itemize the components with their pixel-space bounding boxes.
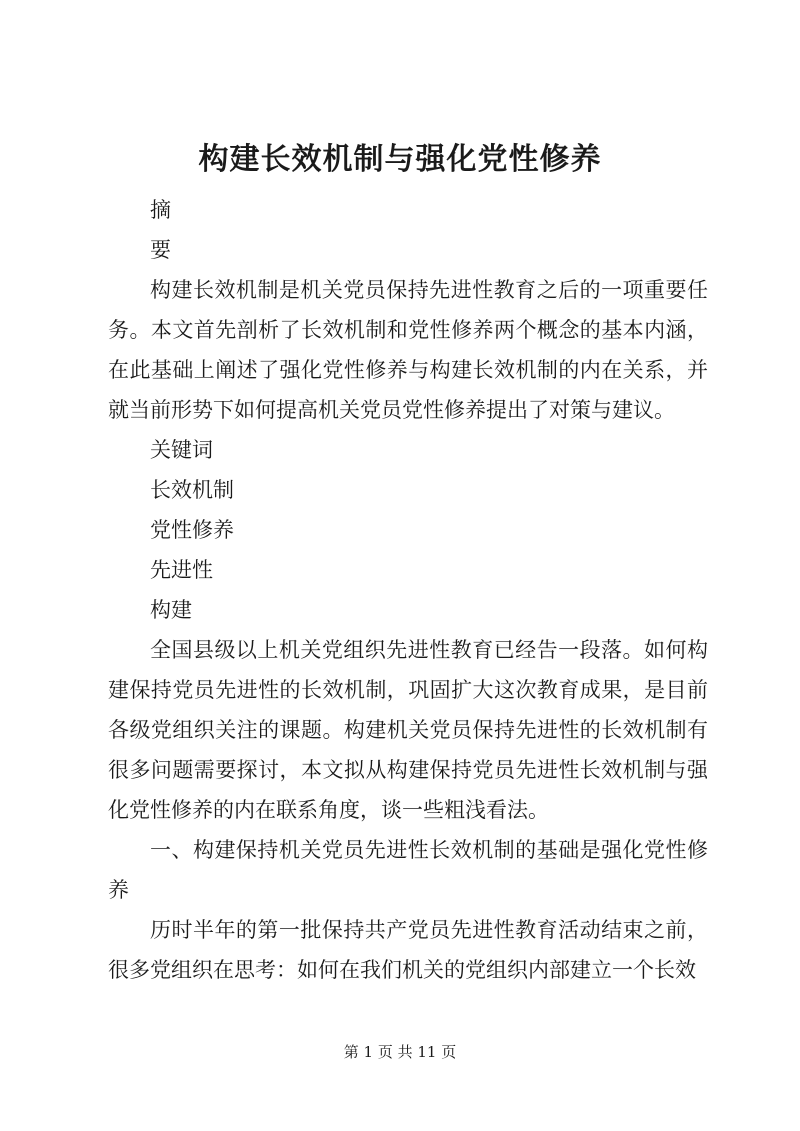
abstract-text: 构建长效机制是机关党员保持先进性教育之后的一项重要任务。本文首先剖析了长效机制和党性修养两个概念的基本内涵，在此基础上阐述了强化党性修养与构建长效机制的内在关系，并就当前形势下如何提高机关党员党性修养提出了对策与建议。 xyxy=(108,278,708,422)
abstract-label-2: 要 xyxy=(150,238,171,262)
body-paragraph: 全国县级以上机关党组织先进性教育已经告一段落。如何构建保持党员先进性的长效机制，巩固扩大这次教育成果，是目前各级党组织关注的课题。构建机关党员保持先进性的长效机制有很多问题需要探讨，本文拟从构建保持党员先进性长效机制与强化党性修养的内在联系角度，谈一些粗浅看法。 xyxy=(108,638,708,822)
keyword-item: 党性修养 xyxy=(150,518,234,542)
page-footer: 第 1 页 共 11 页 xyxy=(343,1043,457,1061)
body-paragraph: 历时半年的第一批保持共产党员先进性教育活动结束之前，很多党组织在思考：如何在我们机关的党组织内部建立一个长效 xyxy=(108,918,708,982)
keyword-item: 构建 xyxy=(150,598,192,622)
document-body xyxy=(108,190,708,990)
keyword-item: 长效机制 xyxy=(150,478,234,502)
document-title: 构建长效机制与强化党性修养 xyxy=(198,142,602,177)
abstract-label-1: 摘 xyxy=(150,198,171,222)
section-heading: 一、构建保持机关党员先进性长效机制的基础是强化党性修养 xyxy=(108,838,708,902)
keywords-label: 关键词 xyxy=(150,438,213,462)
keyword-item: 先进性 xyxy=(150,558,213,582)
